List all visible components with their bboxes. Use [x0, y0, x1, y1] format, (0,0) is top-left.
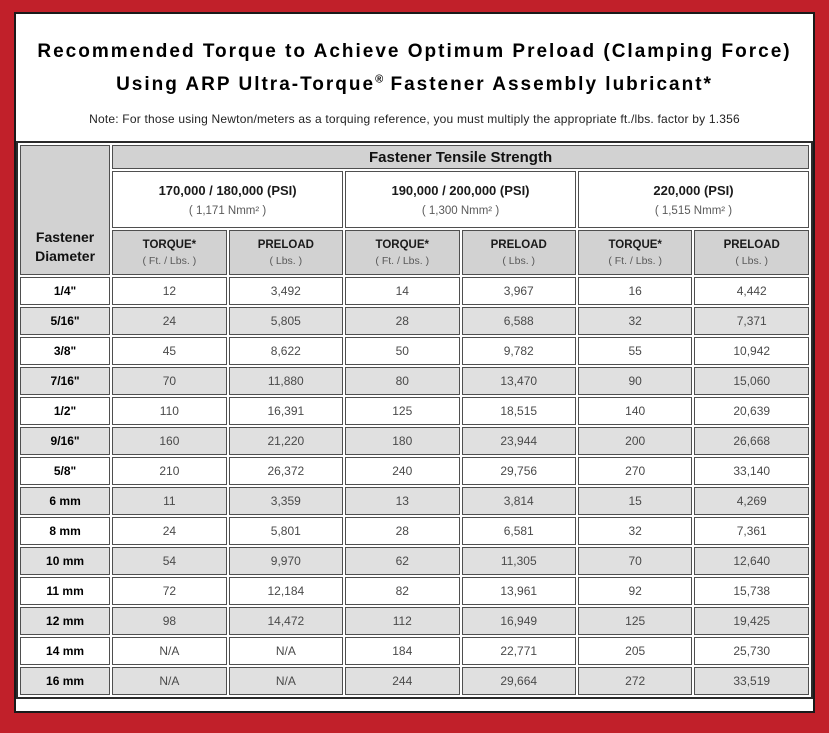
- value-cell: 29,664: [462, 667, 576, 695]
- title-block: [16, 14, 813, 141]
- main-header-row: [20, 145, 809, 169]
- value-cell: 3,967: [462, 277, 576, 305]
- value-cell: 24: [112, 307, 226, 335]
- table-row: [20, 277, 809, 305]
- diameter-cell: 5/16": [20, 307, 110, 335]
- torque-unit: ( Ft. / Lbs. ): [608, 254, 663, 267]
- value-cell: 125: [345, 397, 459, 425]
- table-row: [20, 607, 809, 635]
- table-row: [20, 487, 809, 515]
- value-cell: 180: [345, 427, 459, 455]
- value-cell: 4,269: [694, 487, 809, 515]
- preload-unit: ( Lbs. ): [502, 254, 536, 267]
- value-cell: 4,442: [694, 277, 809, 305]
- preload-unit: ( Lbs. ): [269, 254, 303, 267]
- value-cell: 15,060: [694, 367, 809, 395]
- table-row: [20, 397, 809, 425]
- table-row: [20, 637, 809, 665]
- value-cell: 110: [112, 397, 226, 425]
- preload-column-header-2: [462, 230, 576, 275]
- diameter-cell: 9/16": [20, 427, 110, 455]
- torque-column-header-1: [112, 230, 226, 275]
- value-cell: 7,371: [694, 307, 809, 335]
- value-cell: 28: [345, 307, 459, 335]
- value-cell: 22,771: [462, 637, 576, 665]
- value-cell: 240: [345, 457, 459, 485]
- value-cell: 32: [578, 307, 692, 335]
- registered-trademark-symbol: ®: [375, 74, 384, 86]
- value-cell: 210: [112, 457, 226, 485]
- value-cell: 244: [345, 667, 459, 695]
- diameter-cell: 6 mm: [20, 487, 110, 515]
- preload-label: PRELOAD: [723, 238, 780, 251]
- title-line-2: [116, 74, 713, 95]
- value-cell: 55: [578, 337, 692, 365]
- psi-group-2-header: [345, 171, 576, 228]
- table-row: [20, 577, 809, 605]
- fastener-diameter-line1: Fastener: [35, 229, 95, 246]
- diameter-cell: 1/2": [20, 397, 110, 425]
- value-cell: 14: [345, 277, 459, 305]
- torque-unit: ( Ft. / Lbs. ): [375, 254, 430, 267]
- note-text: Note: For those using Newton/meters as a torquing reference, you must multiply the appropriate ft./lbs. factor by 1.356: [89, 112, 740, 127]
- value-cell: 82: [345, 577, 459, 605]
- value-cell: 14,472: [229, 607, 343, 635]
- content-panel: [14, 12, 815, 713]
- value-cell: 15,738: [694, 577, 809, 605]
- value-cell: 9,970: [229, 547, 343, 575]
- tensile-strength-header: Fastener Tensile Strength: [112, 145, 809, 169]
- value-cell: 33,140: [694, 457, 809, 485]
- value-cell: N/A: [112, 637, 226, 665]
- value-cell: 23,944: [462, 427, 576, 455]
- value-cell: 72: [112, 577, 226, 605]
- value-cell: 16: [578, 277, 692, 305]
- value-cell: 33,519: [694, 667, 809, 695]
- diameter-cell: 8 mm: [20, 517, 110, 545]
- value-cell: 80: [345, 367, 459, 395]
- psi-group-1-metric: ( 1,171 Nmm² ): [188, 204, 267, 217]
- diameter-cell: 1/4": [20, 277, 110, 305]
- torque-label: TORQUE*: [375, 238, 429, 251]
- value-cell: N/A: [229, 637, 343, 665]
- preload-label: PRELOAD: [257, 238, 314, 251]
- diameter-cell: 14 mm: [20, 637, 110, 665]
- diameter-cell: 3/8": [20, 337, 110, 365]
- diameter-cell: 12 mm: [20, 607, 110, 635]
- value-cell: 5,805: [229, 307, 343, 335]
- table-row: [20, 457, 809, 485]
- value-cell: N/A: [112, 667, 226, 695]
- value-cell: 6,581: [462, 517, 576, 545]
- value-cell: 15: [578, 487, 692, 515]
- value-cell: 62: [345, 547, 459, 575]
- value-cell: 21,220: [229, 427, 343, 455]
- fastener-diameter-line2: Diameter: [35, 248, 96, 265]
- value-cell: 13: [345, 487, 459, 515]
- value-cell: 200: [578, 427, 692, 455]
- psi-group-2-label: 190,000 / 200,000 (PSI): [391, 182, 530, 198]
- psi-group-1-label: 170,000 / 180,000 (PSI): [158, 182, 297, 198]
- value-cell: 9,782: [462, 337, 576, 365]
- title-line-2-post: Fastener Assembly lubricant*: [383, 74, 713, 96]
- table-row: [20, 667, 809, 695]
- value-cell: 12,184: [229, 577, 343, 605]
- psi-group-3-header: [578, 171, 809, 228]
- psi-group-3-metric: ( 1,515 Nmm² ): [654, 204, 733, 217]
- diameter-cell: 11 mm: [20, 577, 110, 605]
- value-cell: 50: [345, 337, 459, 365]
- value-cell: 10,942: [694, 337, 809, 365]
- value-cell: 16,949: [462, 607, 576, 635]
- diameter-cell: 7/16": [20, 367, 110, 395]
- torque-column-header-3: [578, 230, 692, 275]
- torque-unit: ( Ft. / Lbs. ): [142, 254, 197, 267]
- preload-unit: ( Lbs. ): [735, 254, 769, 267]
- value-cell: 90: [578, 367, 692, 395]
- value-cell: 3,814: [462, 487, 576, 515]
- value-cell: 13,961: [462, 577, 576, 605]
- torque-label: TORQUE*: [608, 238, 662, 251]
- value-cell: 11,880: [229, 367, 343, 395]
- table-row: [20, 337, 809, 365]
- value-cell: 272: [578, 667, 692, 695]
- column-header-row: [20, 230, 809, 275]
- value-cell: 184: [345, 637, 459, 665]
- value-cell: 205: [578, 637, 692, 665]
- value-cell: 28: [345, 517, 459, 545]
- torque-label: TORQUE*: [142, 238, 197, 251]
- value-cell: 26,372: [229, 457, 343, 485]
- fastener-diameter-header: [20, 145, 110, 275]
- value-cell: 160: [112, 427, 226, 455]
- value-cell: 3,359: [229, 487, 343, 515]
- page-title: [16, 37, 813, 99]
- value-cell: 12: [112, 277, 226, 305]
- psi-header-row: [20, 171, 809, 228]
- preload-label: PRELOAD: [490, 238, 547, 251]
- value-cell: 13,470: [462, 367, 576, 395]
- value-cell: 54: [112, 547, 226, 575]
- value-cell: 7,361: [694, 517, 809, 545]
- psi-group-3-label: 220,000 (PSI): [653, 182, 734, 198]
- value-cell: 12,640: [694, 547, 809, 575]
- value-cell: 3,492: [229, 277, 343, 305]
- value-cell: 29,756: [462, 457, 576, 485]
- value-cell: 5,801: [229, 517, 343, 545]
- value-cell: 70: [578, 547, 692, 575]
- value-cell: 20,639: [694, 397, 809, 425]
- preload-column-header-3: [694, 230, 809, 275]
- psi-group-1-header: [112, 171, 343, 228]
- value-cell: 125: [578, 607, 692, 635]
- table-row: [20, 517, 809, 545]
- value-cell: 8,622: [229, 337, 343, 365]
- value-cell: 32: [578, 517, 692, 545]
- value-cell: 11: [112, 487, 226, 515]
- table-row: [20, 307, 809, 335]
- value-cell: 92: [578, 577, 692, 605]
- value-cell: 26,668: [694, 427, 809, 455]
- value-cell: 70: [112, 367, 226, 395]
- title-line-1: Recommended Torque to Achieve Optimum Preload (Clamping Force): [37, 41, 792, 62]
- preload-column-header-1: [229, 230, 343, 275]
- value-cell: 25,730: [694, 637, 809, 665]
- table-row: [20, 367, 809, 395]
- value-cell: 140: [578, 397, 692, 425]
- value-cell: 16,391: [229, 397, 343, 425]
- value-cell: N/A: [229, 667, 343, 695]
- value-cell: 45: [112, 337, 226, 365]
- diameter-cell: 10 mm: [20, 547, 110, 575]
- title-line-2-pre: Using ARP Ultra-Torque: [116, 74, 376, 96]
- value-cell: 98: [112, 607, 226, 635]
- value-cell: 11,305: [462, 547, 576, 575]
- value-cell: 6,588: [462, 307, 576, 335]
- torque-column-header-2: [345, 230, 459, 275]
- value-cell: 112: [345, 607, 459, 635]
- table-row: [20, 547, 809, 575]
- torque-spec-table: [16, 141, 813, 699]
- table-row: [20, 427, 809, 455]
- value-cell: 19,425: [694, 607, 809, 635]
- psi-group-2-metric: ( 1,300 Nmm² ): [421, 204, 500, 217]
- diameter-cell: 5/8": [20, 457, 110, 485]
- value-cell: 18,515: [462, 397, 576, 425]
- diameter-cell: 16 mm: [20, 667, 110, 695]
- value-cell: 24: [112, 517, 226, 545]
- value-cell: 270: [578, 457, 692, 485]
